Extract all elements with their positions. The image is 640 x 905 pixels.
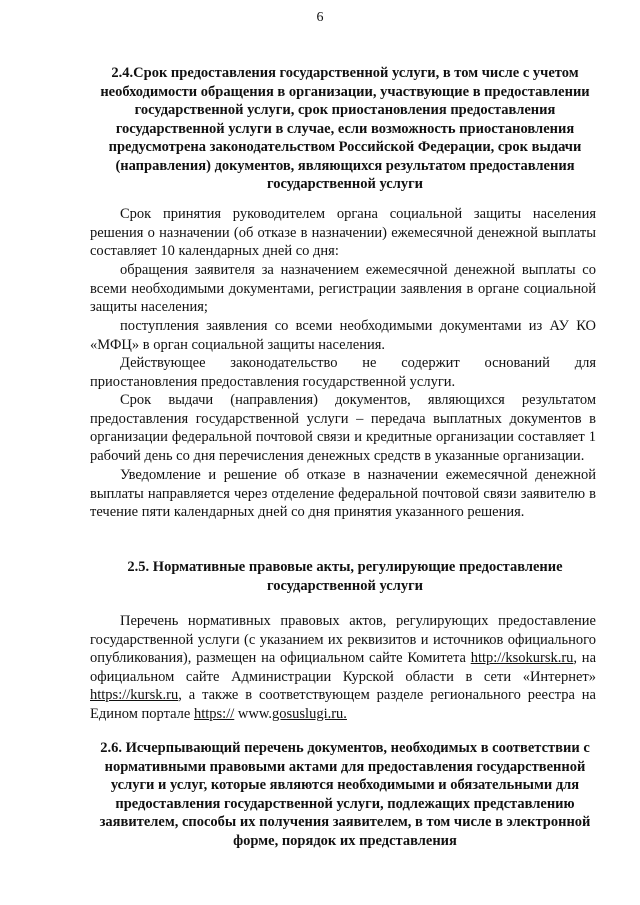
kursk-link[interactable]: https://kursk.ru — [90, 687, 179, 703]
gosuslugi-link[interactable]: gosuslugi.ru. — [272, 705, 347, 722]
section-2-4-paragraph-6: Уведомление и решение об отказе в назначении ежемесячной денежной выплаты направляется через отделение федеральной почтовой связи заявителю в течение пяти календарных дней со дня принятия указанного решения. — [90, 467, 596, 520]
section-2-5-paragraph-1 — [90, 612, 596, 723]
section-2-4-paragraph-5: Срок выдачи (направления) документов, являющихся результатом предоставления государственной услуги – передача выплатных документов в организации федеральной почтовой связи и кредитные организации составляет 1 рабочий день со дня перечисления денежных средств в указанные организации. — [90, 392, 596, 464]
page-number: 6 — [316, 10, 324, 25]
section-2-4-paragraph-4: Действующее законодательство не содержит оснований для приостановления предоставления государственной услуги. — [90, 355, 596, 390]
section-2-5-text-b: , на официальном сайте Администрации Курской области в сети «Интернет» — [90, 650, 596, 685]
section-2-5-text-a: Перечень нормативных правовых актов, регулирующих предоставление государственной услуги (с указанием их реквизитов и источников официального опубликования), размещен на официальном сайте Комитета — [90, 613, 596, 666]
section-2-4-paragraph-1: Срок принятия руководителем органа социальной защиты населения решения о назначении (об отказе в назначении) ежемесячной денежной выплаты составляет 10 календарных дней со дня: — [90, 206, 596, 259]
section-2-5-heading: 2.5. Нормативные правовые акты, регулирующие предоставление государственной услуги — [127, 559, 563, 594]
section-2-4-paragraph-3: поступления заявления со всеми необходимыми документами из АУ КО «МФЦ» в орган социальной защиты населения. — [90, 318, 596, 353]
portal-https-link[interactable]: https:// — [193, 705, 235, 722]
section-2-4-paragraph-2: обращения заявителя за назначением ежемесячной денежной выплаты со всеми необходимыми документами, регистрации заявления в органе социальной защиты населения; — [90, 262, 596, 315]
ksokursk-link[interactable]: http://ksokursk.ru — [470, 650, 574, 666]
section-2-6-heading: 2.6. Исчерпывающий перечень документов, необходимых в соответствии с нормативными правовыми актами для предоставления государственной услуги и услуг, которые являются необходимыми и обязательными для предоставления государственной услуги, подлежащих представлению заявителем, способы их получения заявителем, в том числе в электронной форме, порядок их представления — [99, 740, 591, 849]
section-2-5-text-d: www. — [234, 705, 273, 722]
section-2-4-heading: 2.4.Срок предоставления государственной услуги, в том числе с учетом необходимости обращения в организации, участвующие в предоставлении государственной услуги, срок приостановления предоставления государственной услуги в случае, если возможность приостановления предусмотрена законодательством Российской Федерации, срок выдачи (направления) документов, являющихся результатом предоставления государственной услуги — [100, 65, 590, 192]
section-2-5-text-c: , а также в соответствующем разделе регионального реестра на Едином портале — [90, 687, 596, 722]
